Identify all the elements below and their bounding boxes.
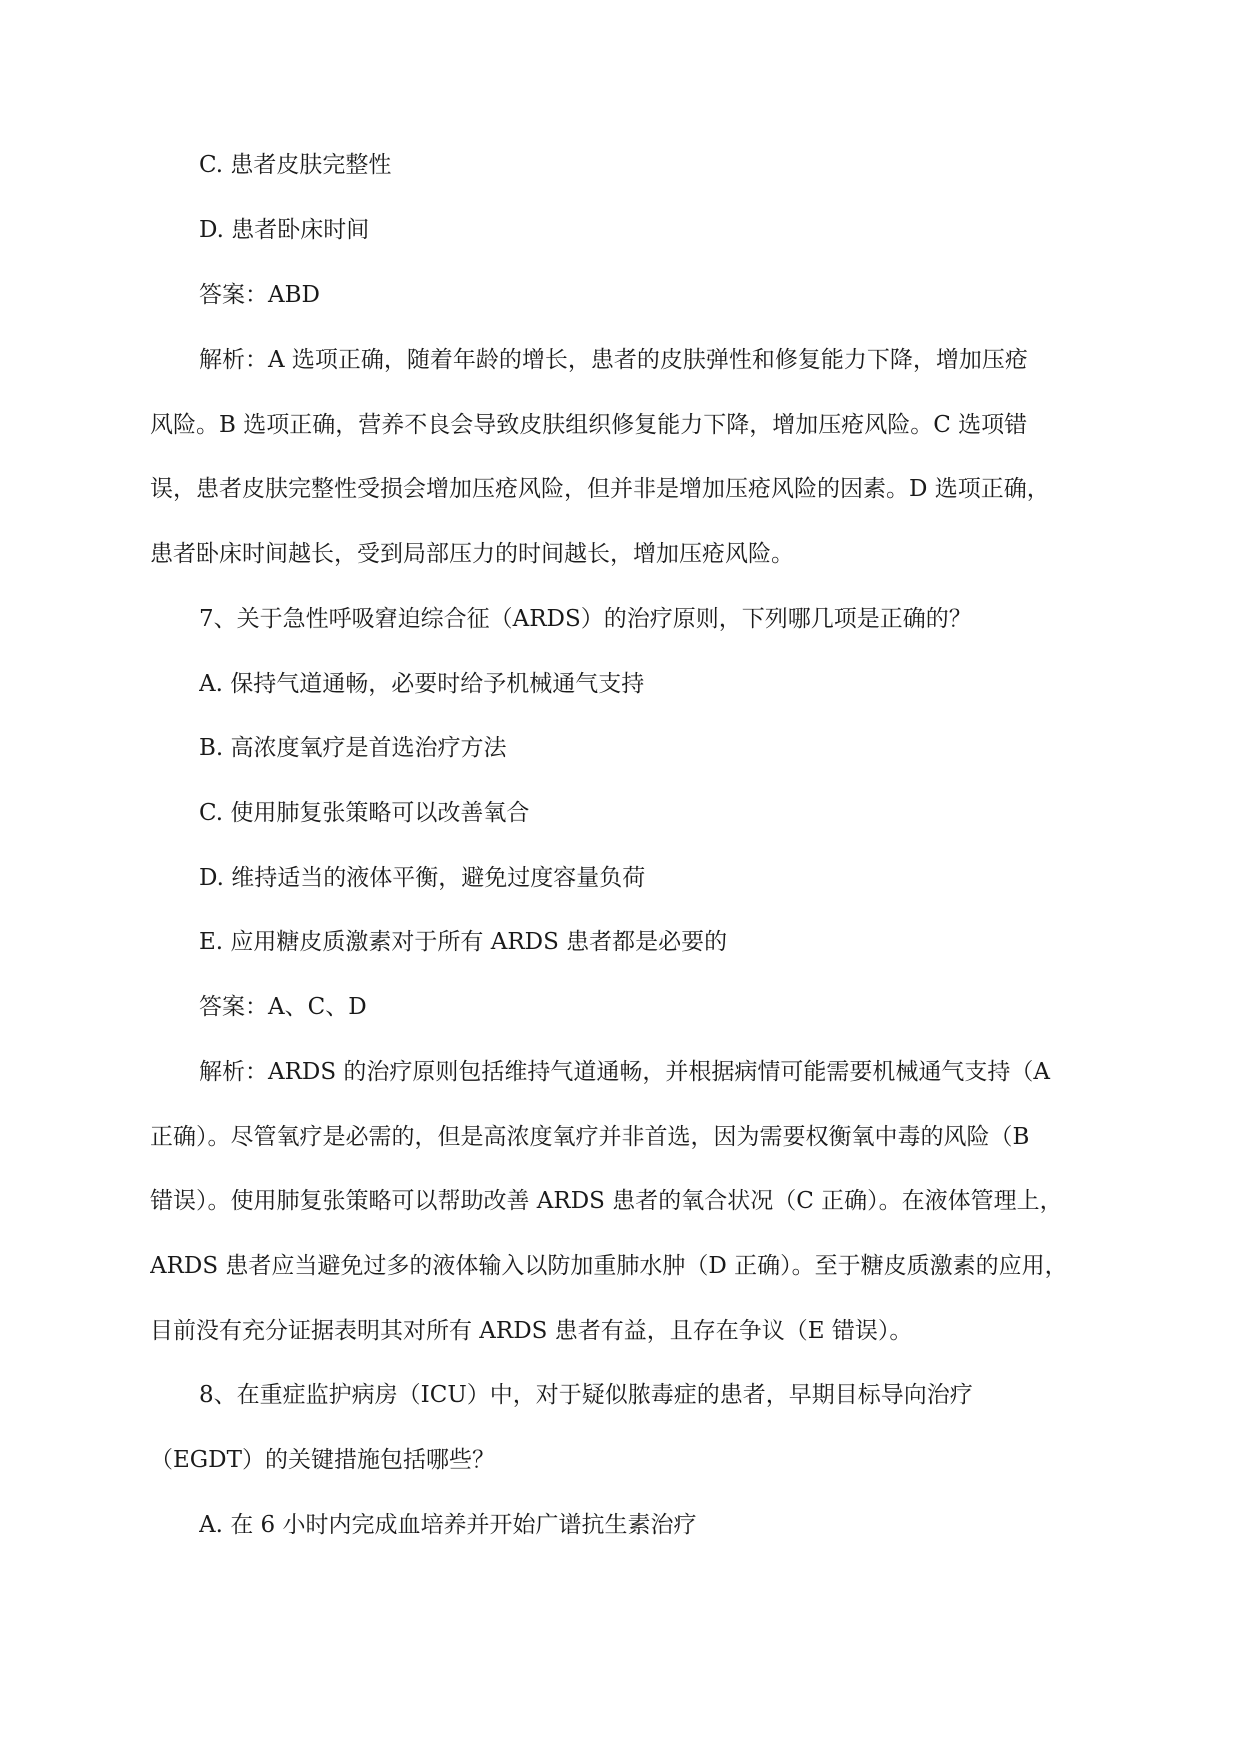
analysis-q6-line-3: 误，患者皮肤完整性受损会增加压疮风险，但并非是增加压疮风险的因素。D 选项正确， bbox=[150, 476, 1050, 502]
question-7: 7、关于急性呼吸窘迫综合征（ARDS）的治疗原则，下列哪几项是正确的？ bbox=[199, 606, 972, 632]
q7-option-e: E. 应用糖皮质激素对于所有 ARDS 患者都是必要的 bbox=[199, 929, 728, 955]
question-8-line-2: （EGDT）的关键措施包括哪些？ bbox=[150, 1447, 495, 1473]
q8-option-a: A. 在 6 小时内完成血培养并开始广谱抗生素治疗 bbox=[199, 1512, 697, 1538]
q7-option-b: B. 高浓度氧疗是首选治疗方法 bbox=[199, 735, 507, 761]
question-8-line-1: 8、在重症监护病房（ICU）中，对于疑似脓毒症的患者，早期目标导向治疗 bbox=[199, 1382, 973, 1408]
analysis-q6-line-1: 解析：A 选项正确，随着年龄的增长，患者的皮肤弹性和修复能力下降，增加压疮 bbox=[199, 347, 1028, 373]
answer-q7: 答案：A、C、D bbox=[199, 994, 367, 1020]
option-d-bed-time: D. 患者卧床时间 bbox=[199, 217, 370, 243]
analysis-q7-line-2: 正确）。尽管氧疗是必需的，但是高浓度氧疗并非首选，因为需要权衡氧中毒的风险（B bbox=[150, 1124, 1030, 1150]
answer-q6: 答案：ABD bbox=[199, 282, 320, 308]
analysis-q6-line-2: 风险。B 选项正确，营养不良会导致皮肤组织修复能力下降，增加压疮风险。C 选项错 bbox=[150, 412, 1028, 438]
option-c-skin-integrity: C. 患者皮肤完整性 bbox=[199, 152, 392, 178]
analysis-q7-line-3: 错误）。使用肺复张策略可以帮助改善 ARDS 患者的氧合状况（C 正确）。在液体管理上， bbox=[150, 1188, 1063, 1214]
analysis-q7-line-4: ARDS 患者应当避免过多的液体输入以防加重肺水肿（D 正确）。至于糖皮质激素的应用， bbox=[150, 1253, 1068, 1279]
q7-option-a: A. 保持气道通畅，必要时给予机械通气支持 bbox=[199, 671, 645, 697]
analysis-q7-line-1: 解析：ARDS 的治疗原则包括维持气道通畅，并根据病情可能需要机械通气支持（A bbox=[199, 1059, 1051, 1085]
q7-option-c: C. 使用肺复张策略可以改善氧合 bbox=[199, 800, 530, 826]
analysis-q6-line-4: 患者卧床时间越长，受到局部压力的时间越长，增加压疮风险。 bbox=[150, 541, 794, 567]
q7-option-d: D. 维持适当的液体平衡，避免过度容量负荷 bbox=[199, 865, 646, 891]
analysis-q7-line-5: 目前没有充分证据表明其对所有 ARDS 患者有益，且存在争议（E 错误）。 bbox=[150, 1318, 913, 1344]
